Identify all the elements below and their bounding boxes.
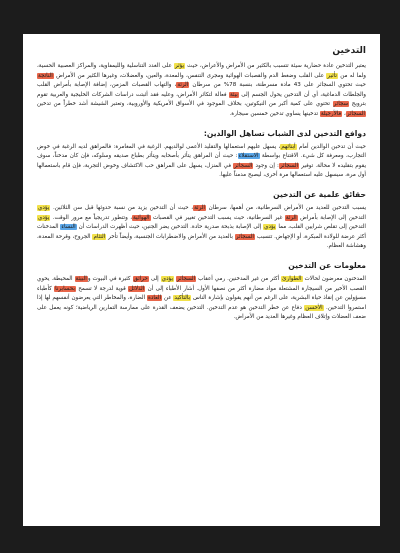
highlighted-word: السجائر: [235, 233, 254, 240]
text-run: قوية لدرجة لا تسمح: [75, 285, 129, 292]
highlighted-word: بحسابرنا: [55, 285, 75, 292]
highlighted-word: البيئة: [75, 275, 87, 282]
highlighted-word: الدلائل: [129, 285, 145, 292]
text-run: غير السرطانية، حيث يسبب التدخين تغيير في القصبات: [150, 214, 285, 221]
highlighted-word: الرئة: [194, 204, 205, 211]
text-run: على القلب وضغط الدم والقصبات الهوائية ومجرى التنفس، والمعدة، والعين، والعضلات، وغيرها الكثير من الأمراض: [53, 72, 327, 79]
highlighted-word: العادة: [147, 295, 162, 302]
section-paragraph: [37, 204, 366, 252]
section-heading: حقائق علمية عن التدخين: [273, 189, 366, 199]
highlighted-word: السجائر: [279, 162, 299, 169]
section-paragraph: [37, 62, 366, 120]
text-run: المحيطة. يحوي القصب الأخير من السيجارة المشتعلة مواد مضارة أكثر من نصفها الأول. أشار الأطباء إلى أن: [37, 275, 367, 292]
text-run: كأطباء مسؤولين عن إنقاذ حياة البشرية، على الرغم من أنهم يقولون بإشارة الناس: [37, 285, 366, 302]
section-paragraph: [37, 275, 366, 323]
highlighted-word: سجائر: [333, 101, 349, 108]
text-run: ، وتتطور تدريجياً مع مرور الوقت.: [50, 214, 133, 221]
highlighted-word: النساء: [61, 224, 76, 231]
highlighted-word: أبنائهم: [281, 143, 296, 150]
text-run: كثيرة في البيوت و: [87, 275, 133, 282]
text-run: على الغدد التناسلية والليمفاوية، والمراكز العصبية الحسية، ولما له من: [37, 63, 366, 79]
text-run: ، حيث أن التدخين يزيد من نسبة حدوثها قبل سن الثلاثين.: [50, 204, 194, 211]
highlighted-word: يؤدي: [38, 204, 50, 211]
document-title: التدخين: [332, 46, 366, 56]
text-run: أكثر من غير المدخنين. رمي أعقاب: [196, 275, 282, 282]
highlighted-word: الأحسن: [305, 304, 323, 311]
highlighted-word: السجائر: [234, 162, 253, 169]
text-run: المدخنون معرضون لحالات: [302, 275, 366, 282]
highlighted-word: الهوائية: [133, 214, 150, 221]
text-run: الجروح، وقرحة المعدة، وهشاشة العظام.: [37, 233, 366, 250]
text-run: المدخنات أكثر عرضة للولادة المبكرة، أو الإجهاض. تتسبب: [37, 224, 366, 240]
text-run: فعالة لتكاثر الأمراض، وعليه فقد أثبتت دراسات الشركات الخليجية والعربية تقوم بترويج: [37, 91, 366, 108]
text-run: ، والتهاب القصبات المزمن، إضافة الإصابة بأمراض القلب والجلطات الدماغية، أي أن التدخين يحول الجسم إلى: [37, 82, 366, 98]
text-run: التدخين إلى تقلص شرايين القلب، مما: [276, 224, 366, 231]
text-run: التدخين إلى الإصابة بأمراض: [297, 214, 366, 221]
text-run: حيث أن تدخين الوالدين أمام: [296, 143, 366, 150]
highlighted-word: السجائر: [176, 275, 196, 282]
highlighted-word: الرئة: [177, 82, 189, 89]
text-run: الضارة، والمخاطر التي يعرضون أنفسهم لها إذا استمروا التدخين.: [37, 295, 366, 311]
highlighted-word: التئام: [93, 233, 106, 240]
text-run: دفاع عن خطر التدخين هو عدم التدخين. التدخين يضعف القدرة على ممارسة التمارين الرياضية؛ كونه يعمل على ضعف العضلات وإتلاف العظام وغيرها العديد من الأمراض.: [37, 304, 366, 321]
highlighted-word: حرائق: [133, 275, 148, 282]
text-run: : حيث أن المراهق يتأثر بأصحابه ويتأثر بطباع صديقه وسلوكه، فإن كان مدخناً، سوف يقوم بتقليده لا محالة. توفير: [37, 153, 367, 169]
highlighted-word: فالأرجيلة: [320, 110, 342, 117]
document-body: [37, 44, 366, 323]
highlighted-word: الرئة: [285, 214, 297, 221]
highlighted-word: بيئة: [229, 91, 238, 98]
text-run: يعتبر التدخين عادة حضارية سيئة تتسبب بالكثير من الأمراض والأعراض، حيث: [185, 63, 366, 69]
text-run: إلى: [148, 275, 161, 282]
highlighted-word: يؤدي: [264, 224, 276, 231]
text-run: يسبب التدخين للعديد من الأمراض السرطانية، من أهمها، سرطان: [205, 204, 366, 211]
highlighted-word: السجائر: [346, 110, 365, 117]
text-run: عن: [162, 295, 174, 302]
text-run: في المنزل، يسهل على المراهق حب الاكتشاف وخوض التجربة، فإن قام باستعمالها أول مرة، سيسهل عليه استعمالها مرة أخرى، ليصبح مدمناً عليها.: [37, 162, 366, 179]
text-run: ، يسهل عليهم استعمالها والتقليد الأعمى لوالديهم. الرغبة في المغامرة: فالمراهق لديه الرغبة في خوض التجارب، ومعرفة كل شيء. الاقتناع بواسطة: [37, 143, 366, 160]
highlighted-word: تأثير: [327, 72, 337, 79]
highlighted-word: الناتجة: [38, 72, 53, 79]
section-heading: معلومات عن التدخين: [288, 260, 366, 270]
document-page: [23, 34, 380, 526]
highlighted-word: الاستقلاء: [238, 153, 259, 160]
text-run: بالعديد من الأمراض والاضطرابات الجنسية، وأيضاً تأخر: [106, 233, 235, 240]
highlighted-word: يؤدي: [161, 275, 174, 282]
text-run: ،: [342, 110, 346, 117]
highlighted-word: يؤدي: [38, 214, 50, 221]
section-heading: دوافع التدخين لدى الشباب تساهل الوالدين:: [203, 128, 366, 138]
text-run: : إن وجود: [253, 162, 279, 169]
text-run: إلى الإصابة بذبحة صدرية حادة. التدخين يضر الجنين، حيث أظهرت الدراسات أن: [76, 224, 264, 231]
highlighted-word: الطوارئ: [282, 275, 302, 282]
section-paragraph: [37, 143, 366, 181]
highlighted-word: بالتأكيد: [174, 295, 191, 302]
text-run: حيث تحتوي السجائر على 43 مادة مسرطنة، بنسبة 78% من سرطان: [189, 82, 366, 89]
text-run: تحتوي على كمية أكبر من النيكوتين، بخلاف الموجود في الأسواق الأمريكية والأوروبية، وتعتبر الشيشة أشد خطراً من تدخين: [37, 101, 333, 108]
text-run: تدخينها يساوي تدخين خمسين سيجارة.: [229, 110, 320, 117]
highlighted-word: يؤثر: [174, 63, 185, 69]
